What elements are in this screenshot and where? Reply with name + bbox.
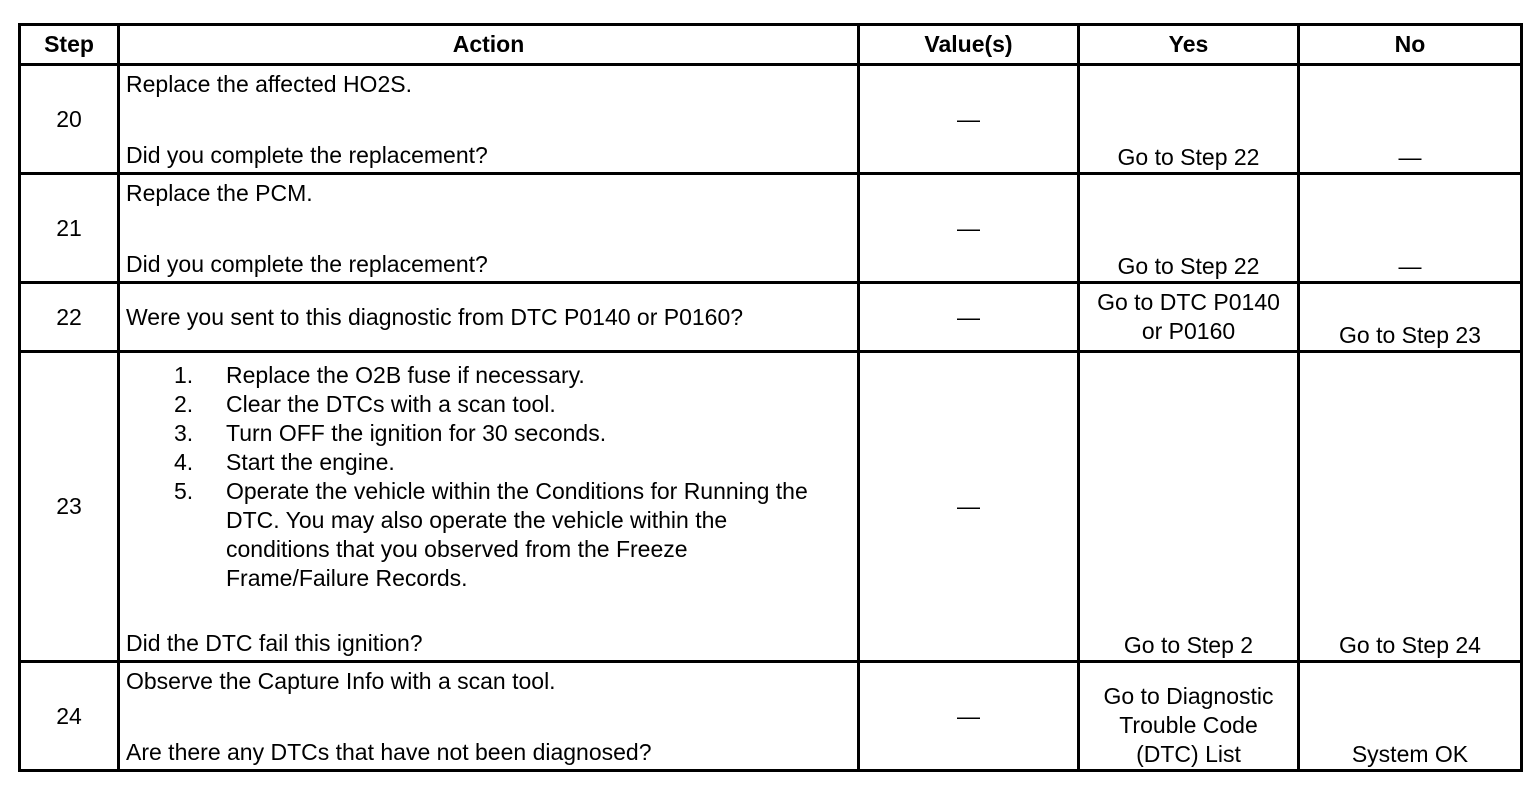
header-yes: Yes — [1079, 25, 1299, 65]
list-text: Replace the O2B fuse if necessary. — [226, 362, 585, 388]
list-number: 5. — [174, 478, 194, 504]
action-instruction: Replace the PCM. — [126, 180, 313, 206]
action-question: Are there any DTCs that have not been diagnosed? — [126, 739, 652, 765]
no-cell: System OK — [1299, 662, 1522, 771]
values-cell: — — [859, 283, 1079, 352]
list-number: 4. — [174, 449, 194, 475]
yes-line: or P0160 — [1141, 318, 1236, 344]
action-instruction: Replace the affected HO2S. — [126, 71, 412, 97]
list-number: 2. — [174, 391, 194, 417]
header-no: No — [1299, 25, 1522, 65]
yes-line: Go to DTC P0140 — [1097, 289, 1280, 315]
action-cell — [119, 352, 859, 662]
yes-cell: Go to Step 22 — [1079, 174, 1299, 283]
action-cell: Were you sent to this diagnostic from DTC P0140 or P0160? — [119, 283, 859, 352]
numbered-list — [126, 361, 851, 593]
list-text: Start the engine. — [226, 449, 395, 475]
action-cell — [119, 662, 859, 771]
list-item — [174, 419, 851, 448]
list-text: Clear the DTCs with a scan tool. — [226, 391, 556, 417]
step-cell: 24 — [20, 662, 119, 771]
yes-line: (DTC) List — [1136, 741, 1241, 767]
list-item — [174, 477, 851, 593]
list-item — [174, 448, 851, 477]
no-cell: Go to Step 23 — [1299, 283, 1522, 352]
values-cell: — — [859, 174, 1079, 283]
step-cell: 22 — [20, 283, 119, 352]
table-row — [20, 174, 1522, 283]
diagnostic-table — [18, 23, 1523, 772]
table-row — [20, 662, 1522, 771]
values-cell: — — [859, 352, 1079, 662]
list-item — [174, 390, 851, 419]
step-cell: 21 — [20, 174, 119, 283]
list-number: 1. — [174, 362, 194, 388]
no-cell: — — [1299, 65, 1522, 174]
list-number: 3. — [174, 420, 194, 446]
table-row — [20, 352, 1522, 662]
yes-line: Go to Diagnostic — [1103, 683, 1274, 709]
list-item — [174, 361, 851, 390]
action-cell — [119, 174, 859, 283]
action-question: Did you complete the replacement? — [126, 142, 488, 168]
yes-line: Trouble Code — [1119, 712, 1258, 738]
yes-cell — [1079, 283, 1299, 352]
header-action: Action — [119, 25, 859, 65]
action-steps — [126, 361, 851, 593]
header-row — [20, 25, 1522, 65]
list-text: Turn OFF the ignition for 30 seconds. — [226, 420, 607, 446]
step-cell: 23 — [20, 352, 119, 662]
no-cell: — — [1299, 174, 1522, 283]
header-values: Value(s) — [859, 25, 1079, 65]
action-cell — [119, 65, 859, 174]
table-row — [20, 65, 1522, 174]
action-question: Did the DTC fail this ignition? — [126, 630, 423, 656]
no-cell: Go to Step 24 — [1299, 352, 1522, 662]
action-question: Did you complete the replacement? — [126, 251, 488, 277]
values-cell: — — [859, 662, 1079, 771]
yes-cell: Go to Step 22 — [1079, 65, 1299, 174]
list-text: Operate the vehicle within the Conditions for Running the DTC. You may also operate the vehicle within the conditions that you observed from the Freeze Frame/Failure Records. — [226, 478, 808, 591]
values-cell: — — [859, 65, 1079, 174]
header-step: Step — [20, 25, 119, 65]
yes-cell — [1079, 662, 1299, 771]
action-instruction: Observe the Capture Info with a scan tool. — [126, 668, 556, 694]
step-cell: 20 — [20, 65, 119, 174]
yes-cell: Go to Step 2 — [1079, 352, 1299, 662]
table-row — [20, 283, 1522, 352]
